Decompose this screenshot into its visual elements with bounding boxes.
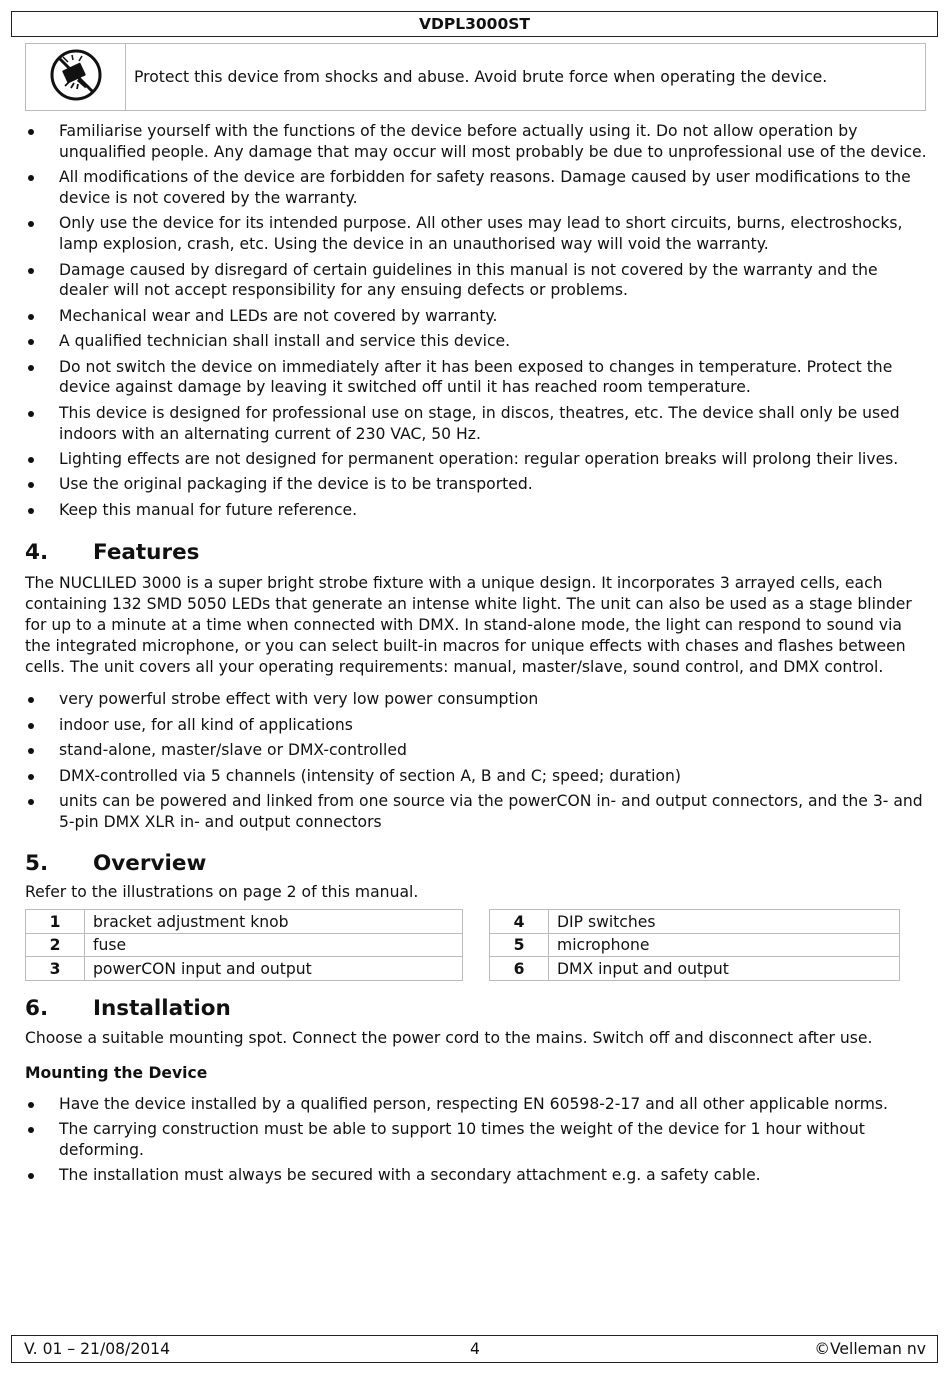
overview-heading	[25, 850, 930, 878]
section-title: Features	[93, 540, 200, 566]
table-row	[26, 933, 463, 957]
list-item: The installation must always be secured with a secondary attachment e.g. a safety cable.	[25, 1165, 930, 1186]
page-content	[25, 121, 930, 1190]
installation-heading	[25, 995, 930, 1023]
table-row	[26, 957, 463, 981]
table-row	[490, 910, 900, 934]
guidelines-list	[25, 121, 930, 520]
section-number: 4.	[25, 540, 49, 566]
list-item: Do not switch the device on immediately after it has been exposed to changes in temperature. Protect the device against damage by leaving it switched off until it has reached room temperature.	[25, 357, 930, 399]
list-item: Have the device installed by a qualified person, respecting EN 60598-2-17 and all other applicable norms.	[25, 1094, 930, 1115]
overview-tables	[25, 909, 900, 981]
part-label: powerCON input and output	[85, 957, 463, 981]
part-number: 6	[490, 957, 549, 981]
list-item: Familiarise yourself with the functions of the device before actually using it. Do not allow operation by unqualified people. Any damage that may occur will most probably be due to unprofessional use of the device.	[25, 121, 930, 163]
page-footer	[11, 1335, 938, 1363]
overview-intro: Refer to the illustrations on page 2 of this manual.	[25, 882, 419, 901]
list-item: Mechanical wear and LEDs are not covered by warranty.	[25, 306, 930, 327]
part-number: 1	[26, 910, 85, 934]
list-item: very powerful strobe effect with very low power consumption	[25, 689, 930, 710]
overview-table-right	[489, 909, 900, 981]
list-item: indoor use, for all kind of applications	[25, 715, 930, 736]
list-item: This device is designed for professional use on stage, in discos, theatres, etc. The device shall only be used indoors with an alternating current of 230 VAC, 50 Hz.	[25, 403, 930, 445]
list-item: DMX-controlled via 5 channels (intensity of section A, B and C; speed; duration)	[25, 766, 930, 787]
list-item: All modifications of the device are forbidden for safety reasons. Damage caused by user modifications to the device is not covered by the warranty.	[25, 167, 930, 209]
list-item: A qualified technician shall install and service this device.	[25, 331, 930, 352]
footer-page-number: 4	[470, 1340, 480, 1358]
list-item: The carrying construction must be able to support 10 times the weight of the device for 1 hour without deforming.	[25, 1119, 930, 1161]
overview-table-left	[25, 909, 463, 981]
table-row	[26, 910, 463, 934]
features-heading	[25, 539, 930, 567]
list-item: Keep this manual for future reference.	[25, 500, 930, 521]
list-item: Use the original packaging if the device is to be transported.	[25, 474, 930, 495]
footer-version: V. 01 – 21/08/2014	[24, 1340, 171, 1358]
warning-text: Protect this device from shocks and abuse. Avoid brute force when operating the device.	[134, 68, 828, 86]
part-label: microphone	[549, 933, 900, 957]
installation-list	[25, 1094, 930, 1186]
list-item: Only use the device for its intended purpose. All other uses may lead to short circuits, burns, electroshocks, lamp explosion, crash, etc. Using the device in an unauthorised way will void the warranty.	[25, 213, 930, 255]
installation-subheading: Mounting the Device	[25, 1063, 208, 1082]
table-row	[490, 957, 900, 981]
page-header	[11, 11, 938, 37]
part-number: 4	[490, 910, 549, 934]
part-number: 5	[490, 933, 549, 957]
section-number: 5.	[25, 850, 49, 876]
section-title: Installation	[93, 995, 231, 1021]
warning-icon-cell	[26, 44, 126, 110]
features-intro: The NUCLILED 3000 is a super bright strobe fixture with a unique design. It incorporates 3 arrayed cells, each containing 132 SMD 5050 LEDs that generate an intense white light. The unit can also be used as a stage blinder for up to a minute at a time when connected with DMX. In stand-alone mode, the light can respond to sound via the integrated microphone, or you can select built-in macros for unique effects with chases and flashes between cells. The unit covers all your operating requirements: manual, master/slave, sound control, and DMX control.	[25, 574, 912, 676]
warning-table	[25, 43, 926, 111]
header-title: VDPL3000ST	[419, 15, 530, 33]
table-row	[490, 933, 900, 957]
footer-copyright: ©Velleman nv	[814, 1340, 926, 1358]
part-label: DIP switches	[549, 910, 900, 934]
part-label: DMX input and output	[549, 957, 900, 981]
part-label: bracket adjustment knob	[85, 910, 463, 934]
part-number: 3	[26, 957, 85, 981]
section-number: 6.	[25, 995, 49, 1021]
no-shocks-icon	[49, 48, 103, 106]
section-title: Overview	[93, 850, 207, 876]
warning-text-cell	[126, 44, 925, 110]
part-number: 2	[26, 933, 85, 957]
features-list	[25, 689, 930, 832]
list-item: Lighting effects are not designed for permanent operation: regular operation breaks will prolong their lives.	[25, 449, 930, 470]
installation-intro: Choose a suitable mounting spot. Connect the power cord to the mains. Switch off and disconnect after use.	[25, 1028, 873, 1047]
list-item: stand-alone, master/slave or DMX-controlled	[25, 740, 930, 761]
part-label: fuse	[85, 933, 463, 957]
list-item: units can be powered and linked from one source via the powerCON in- and output connectors, and the 3- and 5-pin DMX XLR in- and output connectors	[25, 791, 930, 833]
list-item: Damage caused by disregard of certain guidelines in this manual is not covered by the warranty and the dealer will not accept responsibility for any ensuing defects or problems.	[25, 260, 930, 302]
